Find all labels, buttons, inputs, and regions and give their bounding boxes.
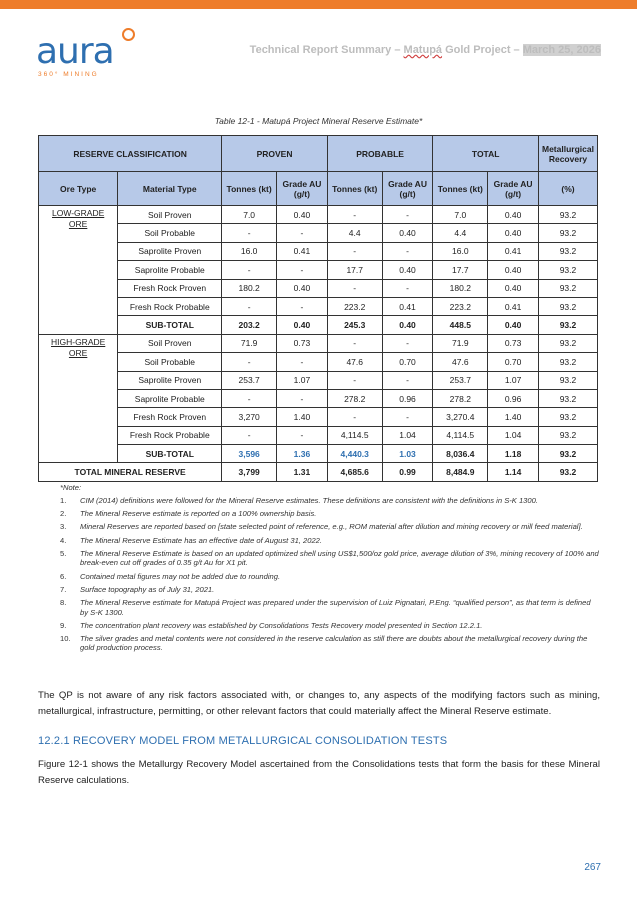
value-cell: - (277, 261, 328, 279)
subtotal-value: 93.2 (538, 316, 597, 334)
subtotal-value: 1.18 (488, 445, 539, 463)
note-text: Contained metal figures may not be added due to rounding. (80, 571, 281, 581)
value-cell: 180.2 (433, 279, 488, 297)
notes-title: *Note: (60, 483, 82, 492)
value-cell: 3,270.4 (433, 408, 488, 426)
note-item (60, 598, 600, 617)
value-cell: 4,114.5 (327, 426, 382, 444)
company-logo (36, 28, 136, 84)
total-value: 1.14 (488, 463, 539, 481)
note-item (60, 509, 600, 519)
note-number: 6. (60, 571, 67, 581)
material-type-cell: Saprolite Probable (118, 389, 222, 407)
logo-ring-icon (122, 28, 135, 41)
value-cell: 93.2 (538, 353, 597, 371)
total-value: 3,799 (222, 463, 277, 481)
value-cell: 0.41 (488, 242, 539, 260)
value-cell: - (222, 389, 277, 407)
subtotal-value: 1.36 (277, 445, 328, 463)
subtotal-value: 3,596 (222, 445, 277, 463)
page-number: 267 (584, 862, 601, 873)
note-number: 1. (60, 496, 67, 505)
value-cell: - (277, 389, 328, 407)
value-cell: 93.2 (538, 334, 597, 352)
ore-type-cell: HIGH-GRADE ORE (39, 334, 118, 463)
total-value: 0.99 (382, 463, 433, 481)
value-cell: 180.2 (222, 279, 277, 297)
table-header-row-2 (39, 172, 598, 206)
value-cell: - (327, 242, 382, 260)
note-text: CIM (2014) definitions were followed for the Mineral Reserve estimates. These definitions are consistent with the definitions in S-K 1300. (80, 496, 538, 505)
qp-risk-paragraph: The QP is not aware of any risk factors associated with, or changes to, any aspects of the modifying factors such as mining, metallurgical, infrastructure, permitting, or other relevant factors that could materially affect the Mineral Reserve estimate. (38, 690, 600, 717)
material-type-cell: Soil Proven (118, 206, 222, 224)
value-cell: 4,114.5 (433, 426, 488, 444)
header-title-mid: Gold Project – (442, 44, 523, 56)
value-cell: 16.0 (433, 242, 488, 260)
value-cell: - (222, 224, 277, 242)
value-cell: - (222, 353, 277, 371)
material-type-cell: Fresh Rock Proven (118, 279, 222, 297)
value-cell: - (277, 297, 328, 315)
value-cell: 93.2 (538, 297, 597, 315)
total-value: 8,484.9 (433, 463, 488, 481)
value-cell: - (277, 426, 328, 444)
value-cell: 0.40 (382, 224, 433, 242)
value-cell: 1.40 (488, 408, 539, 426)
value-cell: 93.2 (538, 206, 597, 224)
header-proven-grade: Grade AU (g/t) (277, 172, 328, 206)
value-cell: 93.2 (538, 426, 597, 444)
value-cell: 253.7 (222, 371, 277, 389)
header-probable: PROBABLE (327, 136, 433, 172)
subtotal-value: 4,440.3 (327, 445, 382, 463)
value-cell: - (382, 408, 433, 426)
ore-type-cell: LOW-GRADE ORE (39, 206, 118, 335)
value-cell: - (382, 279, 433, 297)
note-item (60, 536, 600, 546)
subtotal-value: 448.5 (433, 316, 488, 334)
material-type-cell: Fresh Rock Probable (118, 297, 222, 315)
value-cell: - (327, 279, 382, 297)
table-body (39, 206, 598, 482)
value-cell: 93.2 (538, 389, 597, 407)
table-row (39, 206, 598, 224)
total-label: TOTAL MINERAL RESERVE (39, 463, 222, 481)
note-text: Mineral Reserves are reported based on [state selected point of reference, e.g., ROM material after dilution and mining recovery or mill feed material]. (80, 522, 583, 532)
note-number: 5. (60, 548, 67, 558)
subtotal-value: 0.40 (382, 316, 433, 334)
note-text: The Mineral Reserve Estimate has an effective date of August 31, 2022. (80, 535, 323, 545)
value-cell: 4.4 (327, 224, 382, 242)
material-type-cell: Fresh Rock Probable (118, 426, 222, 444)
value-cell: - (277, 353, 328, 371)
note-number: 2. (60, 509, 67, 519)
value-cell: 1.40 (277, 408, 328, 426)
total-value: 4,685.6 (327, 463, 382, 481)
top-accent-bar (0, 0, 637, 9)
subtotal-row (39, 316, 598, 334)
note-item (60, 585, 600, 595)
material-type-cell: Soil Probable (118, 224, 222, 242)
value-cell: - (382, 242, 433, 260)
value-cell: 71.9 (433, 334, 488, 352)
total-value: 1.31 (277, 463, 328, 481)
document-header-title (250, 44, 601, 56)
note-text: Surface topography as of July 31, 2021. (80, 584, 215, 594)
table-row (39, 371, 598, 389)
value-cell: 0.40 (488, 206, 539, 224)
value-cell: - (277, 224, 328, 242)
value-cell: - (327, 408, 382, 426)
notes-list (60, 496, 600, 653)
table-row (39, 297, 598, 315)
header-ore-type: Ore Type (39, 172, 118, 206)
material-type-cell: Soil Proven (118, 334, 222, 352)
value-cell: 0.40 (382, 261, 433, 279)
table-row (39, 389, 598, 407)
total-row (39, 463, 598, 481)
value-cell: 0.41 (277, 242, 328, 260)
value-cell: 223.2 (433, 297, 488, 315)
value-cell: 1.04 (488, 426, 539, 444)
table-row (39, 353, 598, 371)
note-item (60, 496, 600, 506)
value-cell: 0.40 (488, 279, 539, 297)
header-total: TOTAL (433, 136, 539, 172)
value-cell: 0.96 (488, 389, 539, 407)
value-cell: - (327, 334, 382, 352)
subtotal-value: 1.03 (382, 445, 433, 463)
value-cell: 7.0 (222, 206, 277, 224)
value-cell: 0.40 (277, 279, 328, 297)
note-item (60, 621, 600, 631)
header-recovery-percent: (%) (538, 172, 597, 206)
note-item (60, 522, 600, 532)
table-row (39, 279, 598, 297)
value-cell: 93.2 (538, 224, 597, 242)
value-cell: - (222, 426, 277, 444)
note-text: The concentration plant recovery was established by Consolidations Tests Recovery model presented in Section 12.2.1. (80, 620, 483, 630)
note-item (60, 634, 600, 653)
table-caption: Table 12-1 - Matupá Project Mineral Reserve Estimate* (214, 116, 423, 126)
note-number: 3. (60, 522, 67, 532)
value-cell: 47.6 (433, 353, 488, 371)
note-item (60, 572, 600, 582)
note-number: 4. (60, 535, 67, 545)
subtotal-value: 203.2 (222, 316, 277, 334)
subtotal-row (39, 445, 598, 463)
value-cell: - (222, 261, 277, 279)
note-item (60, 549, 600, 568)
value-cell: 0.73 (488, 334, 539, 352)
material-type-cell: Fresh Rock Proven (118, 408, 222, 426)
value-cell: 0.73 (277, 334, 328, 352)
table-row (39, 242, 598, 260)
value-cell: 278.2 (433, 389, 488, 407)
header-title-date: March 25, 2026 (522, 44, 601, 56)
table-row (39, 261, 598, 279)
logo-word: aura (36, 31, 114, 72)
header-title-project: Matupá (403, 44, 443, 56)
figure-reference-paragraph: Figure 12-1 shows the Metallurgy Recovery Model ascertained from the Consolidations tests that form the basis for these Mineral Reserve calculations. (38, 759, 600, 786)
value-cell: 1.07 (277, 371, 328, 389)
note-text: The Mineral Reserve Estimate is based on an updated optimized shell using US$1,500/oz gold price, average dilution of 3%, mining recovery of 100% and break-even cut off grades of 0.35 g/t Au for X1 pit. (80, 548, 599, 568)
value-cell: 16.0 (222, 242, 277, 260)
subtotal-value: 93.2 (538, 445, 597, 463)
table-row (39, 224, 598, 242)
header-probable-tonnes: Tonnes (kt) (327, 172, 382, 206)
subtotal-value: 8,036.4 (433, 445, 488, 463)
value-cell: 0.41 (382, 297, 433, 315)
subtotal-value: 0.40 (488, 316, 539, 334)
subtotal-label: SUB-TOTAL (118, 316, 222, 334)
value-cell: - (382, 206, 433, 224)
value-cell: - (382, 334, 433, 352)
note-number: 9. (60, 620, 67, 630)
header-material-type: Material Type (118, 172, 222, 206)
value-cell: 0.40 (488, 261, 539, 279)
value-cell: 0.40 (277, 206, 328, 224)
header-proven: PROVEN (222, 136, 328, 172)
header-title-prefix: Technical Report Summary – (249, 44, 404, 56)
value-cell: 223.2 (327, 297, 382, 315)
note-number: 8. (60, 597, 67, 607)
table-row (39, 334, 598, 352)
subtotal-value: 245.3 (327, 316, 382, 334)
logo-subtitle: 360° MINING (38, 71, 99, 78)
subtotal-label: SUB-TOTAL (118, 445, 222, 463)
note-text: The Mineral Reserve estimate for Matupá Project was prepared under the supervision of Luiz Pignatari, P.Eng. “qualified person”, as that term is defined by S-K 1300. (80, 597, 591, 617)
value-cell: 278.2 (327, 389, 382, 407)
value-cell: 47.6 (327, 353, 382, 371)
header-total-grade: Grade AU (g/t) (488, 172, 539, 206)
value-cell: 253.7 (433, 371, 488, 389)
material-type-cell: Saprolite Proven (118, 371, 222, 389)
value-cell: 93.2 (538, 242, 597, 260)
section-heading: 12.2.1 RECOVERY MODEL FROM METALLURGICAL CONSOLIDATION TESTS (38, 735, 448, 747)
note-number: 10. (60, 633, 71, 643)
value-cell: - (382, 371, 433, 389)
header-proven-tonnes: Tonnes (kt) (222, 172, 277, 206)
value-cell: 93.2 (538, 279, 597, 297)
total-value: 93.2 (538, 463, 597, 481)
table-row (39, 426, 598, 444)
note-text: The Mineral Reserve estimate is reported on a 100% ownership basis. (80, 509, 317, 519)
material-type-cell: Saprolite Proven (118, 242, 222, 260)
table-notes (60, 483, 600, 657)
header-total-tonnes: Tonnes (kt) (433, 172, 488, 206)
table-row (39, 408, 598, 426)
value-cell: 0.40 (488, 224, 539, 242)
header-metallurgical-recovery: Metallurgical Recovery (538, 136, 597, 172)
value-cell: 1.07 (488, 371, 539, 389)
value-cell: 7.0 (433, 206, 488, 224)
note-number: 7. (60, 584, 67, 594)
value-cell: 17.7 (327, 261, 382, 279)
header-reserve-classification: RESERVE CLASSIFICATION (39, 136, 222, 172)
material-type-cell: Soil Probable (118, 353, 222, 371)
subtotal-value: 0.40 (277, 316, 328, 334)
header-probable-grade: Grade AU (g/t) (382, 172, 433, 206)
value-cell: 1.04 (382, 426, 433, 444)
value-cell: - (327, 206, 382, 224)
value-cell: 93.2 (538, 408, 597, 426)
value-cell: 0.70 (488, 353, 539, 371)
value-cell: 93.2 (538, 371, 597, 389)
value-cell: 4.4 (433, 224, 488, 242)
note-text: The silver grades and metal contents were not considered in the reserve calculation as still there are doubts about the metallurgical recovery during the gold production process. (80, 633, 588, 653)
value-cell: 0.70 (382, 353, 433, 371)
table-header-row-1 (39, 136, 598, 172)
value-cell: 17.7 (433, 261, 488, 279)
value-cell: - (222, 297, 277, 315)
value-cell: 0.41 (488, 297, 539, 315)
value-cell: 0.96 (382, 389, 433, 407)
value-cell: 3,270 (222, 408, 277, 426)
value-cell: 93.2 (538, 261, 597, 279)
material-type-cell: Saprolite Probable (118, 261, 222, 279)
value-cell: - (327, 371, 382, 389)
value-cell: 71.9 (222, 334, 277, 352)
mineral-reserve-table (38, 135, 598, 482)
